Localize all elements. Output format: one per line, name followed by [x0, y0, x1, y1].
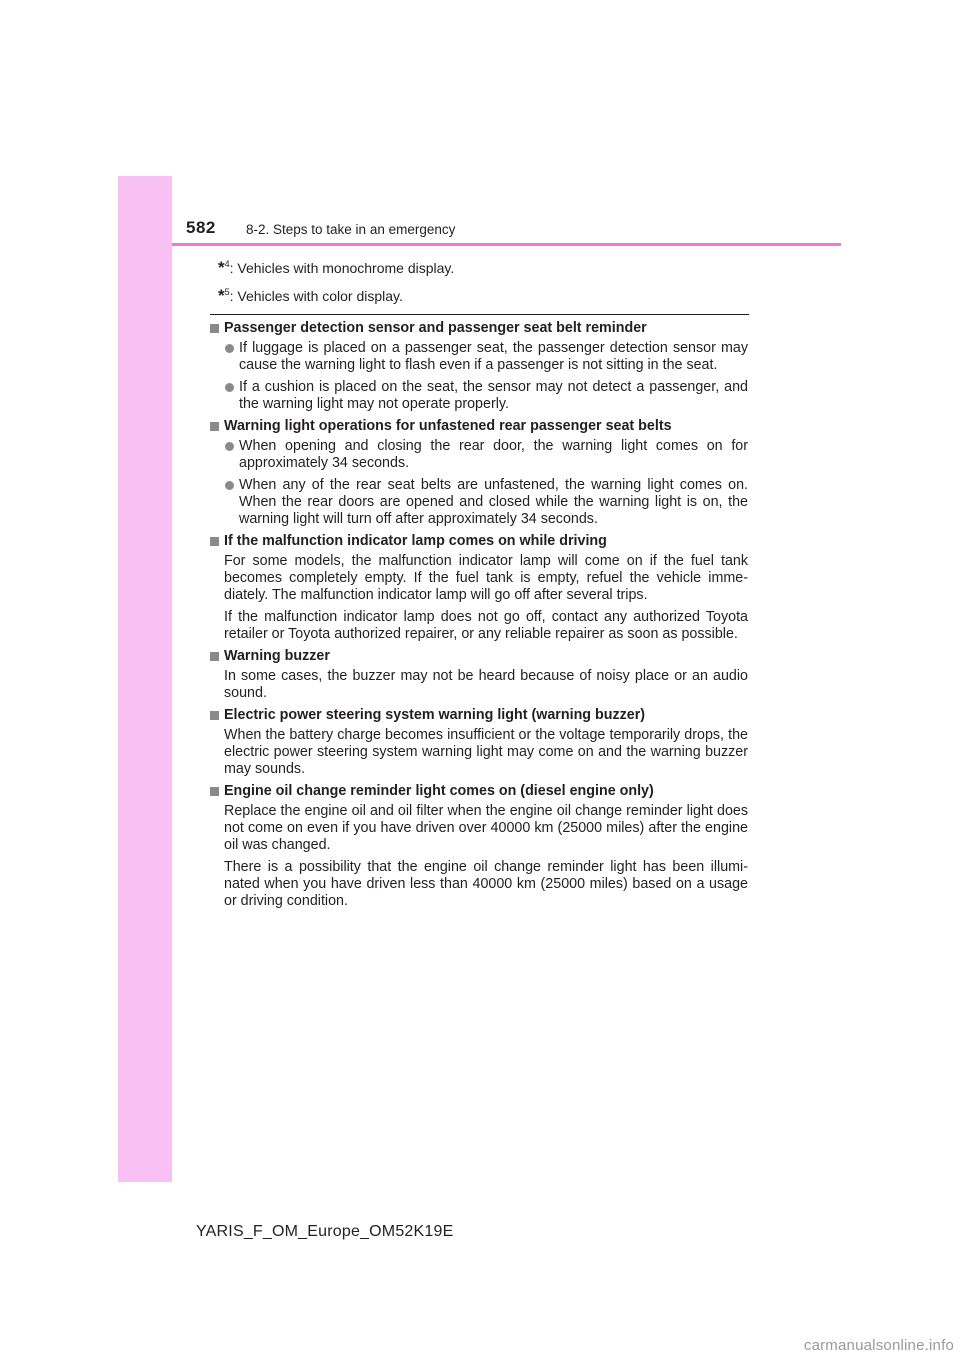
- footnote-number: 4: [224, 259, 230, 269]
- section-rule: [210, 314, 749, 315]
- square-bullet-icon: [210, 711, 219, 720]
- square-bullet-icon: [210, 422, 219, 431]
- page-number: 582: [186, 218, 216, 237]
- side-tab: [118, 176, 172, 1182]
- circle-bullet-icon: [225, 481, 234, 490]
- footnote-text: : Vehicles with color display.: [229, 288, 403, 304]
- footnote: [218, 282, 454, 310]
- section-heading: Engine oil change reminder light comes on (diesel engine only): [210, 783, 748, 800]
- circle-bullet-icon: [225, 383, 234, 392]
- header-divider: [172, 243, 841, 246]
- footnotes: [218, 254, 454, 310]
- footnote: [218, 254, 454, 282]
- section-passenger-detection: [210, 320, 748, 413]
- section-heading: Passenger detection sensor and passenger seat belt reminder: [210, 320, 748, 337]
- square-bullet-icon: [210, 652, 219, 661]
- main-content: [210, 320, 748, 915]
- section-power-steering: [210, 707, 748, 778]
- list-item: When opening and closing the rear door, the warning light comes on for approximately 34 seconds.: [210, 438, 748, 472]
- section-title: 8-2. Steps to take in an emergency: [246, 222, 456, 237]
- section-oil-change: [210, 783, 748, 910]
- list-item: If luggage is placed on a passenger seat, the passenger detection sensor may cause the warning light to flash even if a passenger is not sitting in the seat.: [210, 340, 748, 374]
- paragraph: For some models, the malfunction indicator lamp will come on if the fuel tank becomes completely empty. If the fuel tank is empty, refuel the vehicle imme-diately. The malfunction indicator lamp will go off after several trips.: [224, 553, 748, 603]
- footnote-text: : Vehicles with monochrome display.: [229, 260, 455, 276]
- list-item: When any of the rear seat belts are unfastened, the warning light comes on. When the rear doors are opened and closed while the warning light is on, the warning light will turn off after approximately 34 seconds.: [210, 477, 748, 528]
- paragraph: Replace the engine oil and oil filter when the engine oil change reminder light does not come on even if you have driven over 40000 km (25000 miles) after the engine oil was changed.: [224, 803, 748, 853]
- circle-bullet-icon: [225, 344, 234, 353]
- square-bullet-icon: [210, 787, 219, 796]
- square-bullet-icon: [210, 537, 219, 546]
- footnote-mark: *: [218, 258, 225, 277]
- watermark: carmanualsonline.info: [803, 1337, 954, 1354]
- square-bullet-icon: [210, 324, 219, 333]
- footnote-number: 5: [224, 287, 230, 297]
- section-heading: Electric power steering system warning light (warning buzzer): [210, 707, 748, 724]
- section-malfunction-lamp: [210, 533, 748, 643]
- paragraph: When the battery charge becomes insufficient or the voltage temporarily drops, the electric power steering system warning light may come on and the warning buzzer may sounds.: [224, 727, 748, 777]
- section-rear-seat-belts: [210, 418, 748, 528]
- paragraph: There is a possibility that the engine oil change reminder light has been illumi-nated when you have driven less than 40000 km (25000 miles) based on a usage or driving condition.: [224, 859, 748, 909]
- footnote-mark: *: [218, 286, 225, 305]
- paragraph: If the malfunction indicator lamp does not go off, contact any authorized Toyota retailer or Toyota authorized repairer, or any reliable repairer as soon as possible.: [224, 609, 748, 642]
- document-code: YARIS_F_OM_Europe_OM52K19E: [196, 1223, 454, 1240]
- paragraph: In some cases, the buzzer may not be heard because of noisy place or an audio sound.: [224, 668, 748, 701]
- section-warning-buzzer: [210, 648, 748, 702]
- section-heading: Warning buzzer: [210, 648, 748, 665]
- list-item: If a cushion is placed on the seat, the sensor may not detect a passenger, and the warning light may not operate properly.: [210, 379, 748, 413]
- circle-bullet-icon: [225, 442, 234, 451]
- section-heading: If the malfunction indicator lamp comes on while driving: [210, 533, 748, 550]
- section-heading: Warning light operations for unfastened rear passenger seat belts: [210, 418, 748, 435]
